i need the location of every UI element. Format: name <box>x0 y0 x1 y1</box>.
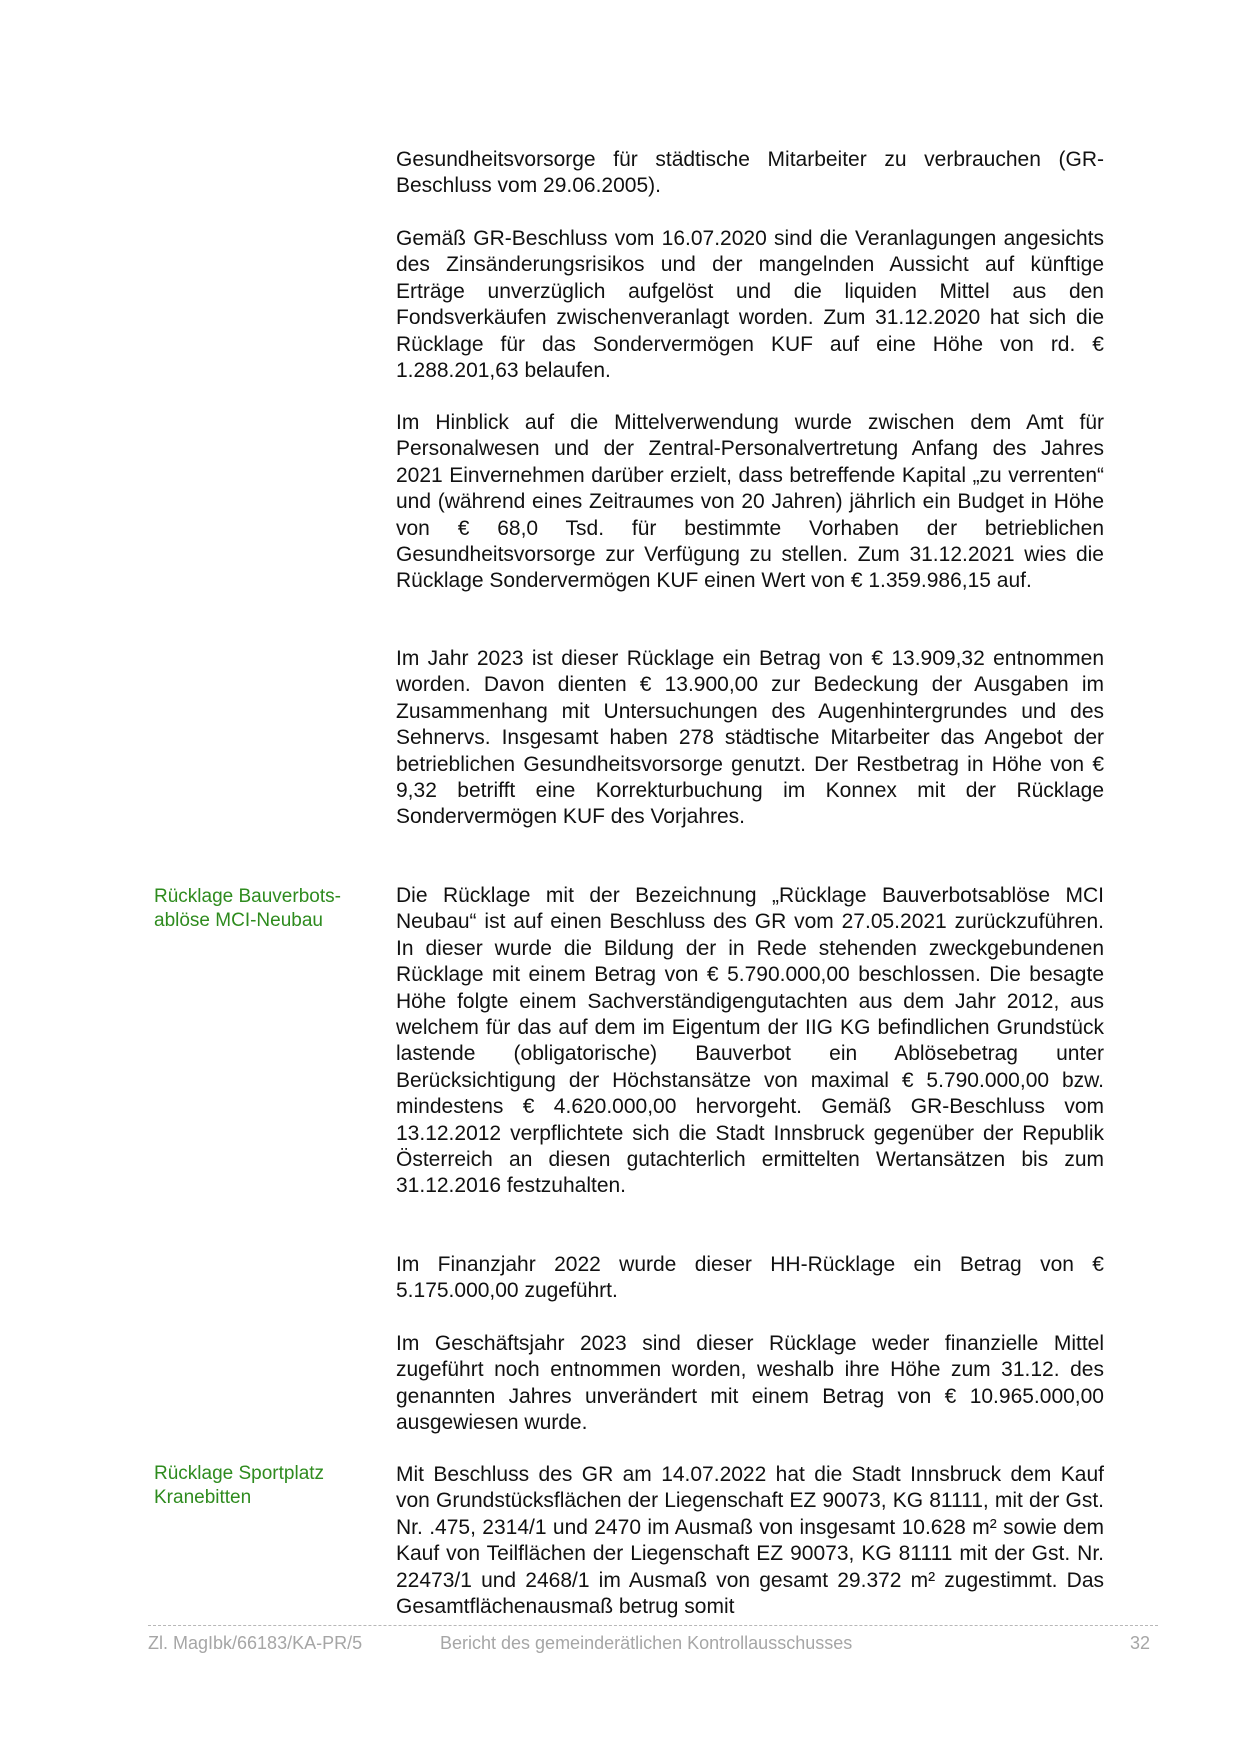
sidenote-line: Rücklage Sportplatz <box>154 1463 325 1484</box>
paragraph-4: Im Jahr 2023 ist dieser Rücklage ein Betrag von € 13.909,32 entnommen worden. Davon dienten € 13.900,00 zur Bedeckung der Ausgaben im Zusammenhang mit Untersuchungen des Augenhintergrundes und des Sehnervs. Insgesamt haben 278 städtische Mitarbeiter das Angebot der betrieblichen Gesundheitsvorsorge genutzt. Der Restbetrag in Höhe von € 9,32 betrifft eine Korrekturbuchung im Konnex mit der Rücklage Sondervermögen KUF des Vorjahres. <box>396 647 1104 829</box>
paragraph-8: Mit Beschluss des GR am 14.07.2022 hat die Stadt Innsbruck dem Kauf von Grundstücksflächen der Liegenschaft EZ 90073, KG 81111, mit der Gst. Nr. .475, 2314/1 und 2470 im Ausmaß von insgesamt 10.628 m² sowie dem Kauf von Teilflächen der Liegenschaft EZ 90073, KG 81111 mit der Gst. Nr. 22473/1 und 2468/1 im Ausmaß von gesamt 29.372 m² zugestimmt. Das Gesamtflächenausmaß betrug somit <box>396 1463 1104 1619</box>
sidenote-line: Kranebitten <box>154 1487 252 1508</box>
paragraph-7: Im Geschäftsjahr 2023 sind dieser Rücklage weder finanzielle Mittel zugeführt noch entnommen worden, weshalb ihre Höhe zum 31.12. des genannten Jahres unverändert mit einem Betrag von € 10.965.000,00 ausgewiesen wurde. <box>396 1332 1104 1435</box>
footer-reference: Zl. MagIbk/66183/KA-PR/5 <box>148 1633 363 1653</box>
paragraph-1: Gesundheitsvorsorge für städtische Mitarbeiter zu verbrauchen (GR-Beschluss vom 29.06.2005). <box>396 148 1104 198</box>
sidenote-line: ablöse MCI-Neubau <box>154 910 323 931</box>
sidenote-bauverbotsabloese <box>154 885 374 933</box>
footer-divider <box>148 1625 1158 1626</box>
paragraph-5: Die Rücklage mit der Bezeichnung „Rücklage Bauverbotsablöse MCI Neubau“ ist auf einen Beschluss des GR vom 27.05.2021 zurückzuführen. In dieser wurde die Bildung der in Rede stehenden zweckgebundenen Rücklage mit einem Betrag von € 5.790.000,00 beschlossen. Die besagte Höhe folgte einem Sachverständigengutachten aus dem Jahr 2012, aus welchem für das auf dem im Eigentum der IIG KG befindlichen Grundstück lastende (obligatorische) Bauverbot ein Ablösebetrag unter Berücksichtigung der Höchstansätze von maximal € 5.790.000,00 bzw. mindestens € 4.620.000,00 hervorgeht. Gemäß GR-Beschluss vom 13.12.2012 verpflichtete sich die Stadt Innsbruck gegenüber der Republik Österreich an diesen gutachterlich ermittelten Wertansätzen bis zum 31.12.2016 festzuhalten. <box>396 884 1104 1198</box>
sidenote-sportplatz <box>154 1462 374 1510</box>
paragraph-3: Im Hinblick auf die Mittelverwendung wurde zwischen dem Amt für Personalwesen und der Zentral-Personalvertretung Anfang des Jahres 2021 Einvernehmen darüber erzielt, dass betreffende Kapital „zu verrenten“ und (während eines Zeitraumes von 20 Jahren) jährlich ein Budget in Höhe von € 68,0 Tsd. für bestimmte Vorhaben der betrieblichen Gesundheitsvorsorge zur Verfügung zu stellen. Zum 31.12.2021 wies die Rücklage Sondervermögen KUF einen Wert von € 1.359.986,15 auf. <box>396 411 1104 593</box>
sidenote-line: Rücklage Bauverbots- <box>154 886 341 907</box>
footer-title: Bericht des gemeinderätlichen Kontrollausschusses <box>440 1633 853 1653</box>
paragraph-2: Gemäß GR-Beschluss vom 16.07.2020 sind die Veranlagungen angesichts des Zinsänderungsrisikos und der mangelnden Aussicht auf künftige Erträge unverzüglich aufgelöst und die liquiden Mittel aus den Fondsverkäufen zwischenveranlagt worden. Zum 31.12.2020 hat sich die Rücklage für das Sondervermögen KUF auf eine Höhe von rd. € 1.288.201,63 belaufen. <box>396 227 1104 383</box>
page-number: 32 <box>1129 1633 1150 1653</box>
paragraph-6: Im Finanzjahr 2022 wurde dieser HH-Rücklage ein Betrag von € 5.175.000,00 zugeführt. <box>396 1253 1104 1303</box>
